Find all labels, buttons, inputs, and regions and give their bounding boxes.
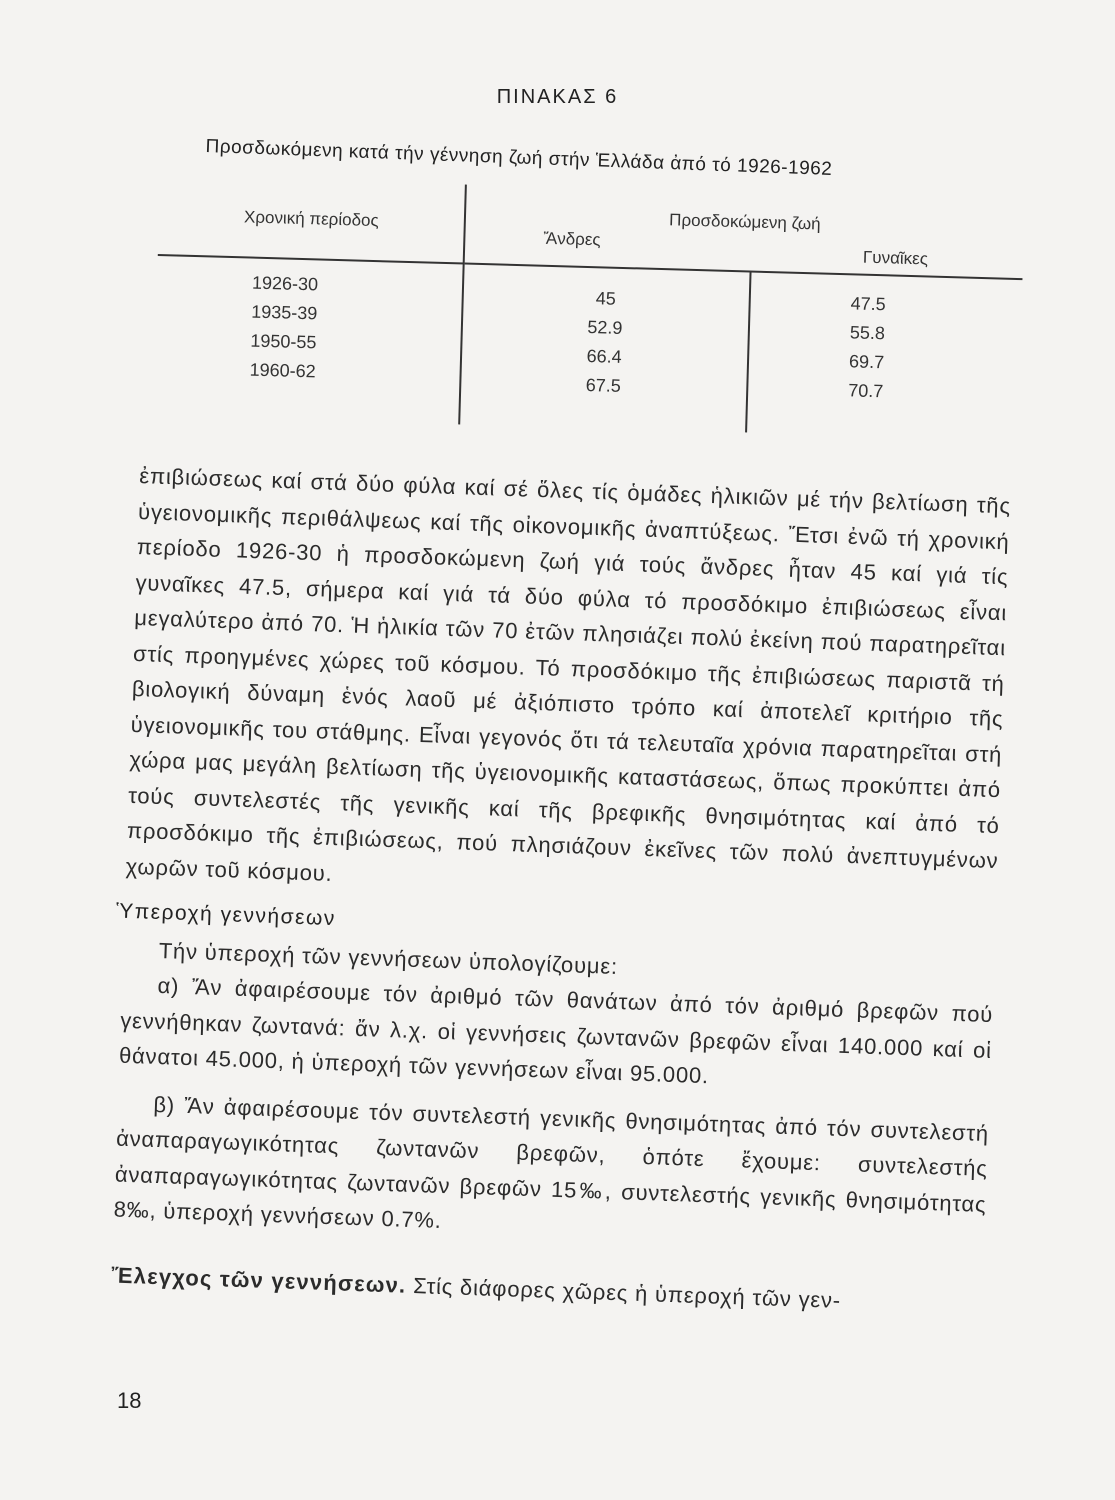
period-cell: 1926-30: [251, 272, 319, 295]
women-cell: 55.8: [849, 322, 886, 344]
men-cell: 67.5: [585, 374, 622, 396]
table-grid: [153, 176, 1024, 440]
header-women: Γυναῖκες: [862, 247, 929, 269]
women-cell: 69.7: [848, 351, 885, 373]
period-cell: 1960-62: [249, 359, 316, 382]
paragraph-birth-control: [111, 1257, 984, 1323]
men-column: [573, 284, 636, 402]
table-caption: ΠΙΝΑΚΑΣ 6: [496, 86, 619, 108]
body-text: [111, 458, 1012, 1323]
paragraph-item-b: β) Ἄν ἀφαιρέσουμε τόν συντελεστή γενικῆς θνησιμότητας ἀπό τόν συντελεστή ἀναπαραγωγικότητας ζωντανῶν βρεφῶν, ὁπότε ἔχουμε: συντελεστής ἀναπαραγωγικότητας ζωντανῶν βρεφῶν 15‰, συντελεστής γενικῆς θνησιμότητας 8‰, ὑπεροχή γεννήσεων 0.7%.: [113, 1091, 990, 1233]
values-area: [459, 264, 1022, 441]
women-values: [848, 289, 886, 406]
period-cell: 1935-39: [250, 301, 318, 324]
period-column: [153, 255, 463, 424]
women-column: [745, 272, 1021, 440]
paragraph-item-a: α) Ἄν ἀφαιρέσουμε τόν ἀριθμό τῶν θανάτων ἀπό τόν ἀριθμό βρεφῶν πού γεννήθηκαν ζωντανά: ἄν λ.χ. οἱ γεννήσεις ζωντανῶν βρεφῶν εἶναι 140.000 καί οἱ θάνατοι 45.000, ἡ ὑπεροχή τῶν γεννήσεων εἶναι 95.000.: [118, 972, 994, 1089]
table-subtitle: Προσδωκόμενη κατά τήν γέννηση ζωή στήν Ἑλλάδα ἀπό τό 1926-1962: [205, 136, 833, 180]
period-cell: 1950-55: [250, 330, 317, 353]
header-men: Ἄνδρες: [543, 228, 601, 250]
run-in-heading: Ἔλεγχος τῶν γεννήσεων.: [111, 1262, 407, 1298]
paragraph-continuation: Στίς διάφορες χῶρες ἡ ὑπεροχή τῶν γεν-: [405, 1272, 842, 1313]
life-expectancy-table: [153, 176, 1024, 440]
header-group: Προσδοκώμενη ζωή: [668, 210, 821, 234]
paragraph-survival: ἐπιβιώσεως καί στά δύο φύλα καί σέ ὅλες τίς ὁμάδες ἡλικιῶν μέ τήν βελτίωση τῆς ὑγειονομικῆς περιθάλψεως καί τῆς οἰκονομικῆς ἀναπτύξεως. Ἔτσι ἐνῶ τή χρονική περίοδο 1926-30 ἡ προσδοκώμενη ζωή γιά τούς ἄνδρες ἦταν 45 καί γιά τίς γυναῖκες 47.5, σήμερα καί γιά τά δύο φύλα τό προσδόκιμο ἐπιβιώσεως εἶναι μεγαλύτερο ἀπό 70. Ἡ ἡλικία τῶν 70 ἐτῶν πλησιάζει πολύ ἐκείνη πού παρατηρεῖται στίς προηγμένες χώρες τοῦ κόσμου. Τό προσδόκιμο τῆς ἐπιβιώσεως παριστᾶ τή βιολογική δύναμη ἑνός λαοῦ μέ ἀξιόπιστο τρόπο καί ἀποτελεῖ κριτήριο τῆς ὑγειονομικῆς του στάθμης. Εἶναι γεγονός ὅτι τά τελευταῖα χρόνια παρατηρεῖται στή χώρα μας μεγάλη βελτίωση τῆς ὑγειονομικῆς καταστάσεως, ὅπως προκύπτει ἀπό τούς συντελεστές τῆς γενικῆς καί τῆς βρεφικῆς θνησιμότητας καί ἀπό τό προσδόκιμο τῆς ἐπιβιώσεως, πού πλησιάζουν ἐκεῖνες τῶν πολύ ἀνεπτυγμένων χωρῶν τοῦ κόσμου.: [125, 462, 1012, 886]
men-cell: 52.9: [587, 316, 623, 338]
women-cell: 70.7: [848, 380, 884, 402]
men-cell: 45: [595, 288, 617, 309]
page-number: 18: [117, 1388, 142, 1413]
paragraph-intro: Τήν ὑπεροχή τῶν γεννήσεων ὑπολογίζουμε:: [158, 937, 619, 979]
section-heading: Ὑπεροχή γεννήσεων: [115, 899, 337, 931]
header-period: Χρονική περίοδος: [158, 176, 466, 264]
women-cell: 47.5: [850, 293, 887, 315]
men-cell: 66.4: [586, 345, 622, 367]
